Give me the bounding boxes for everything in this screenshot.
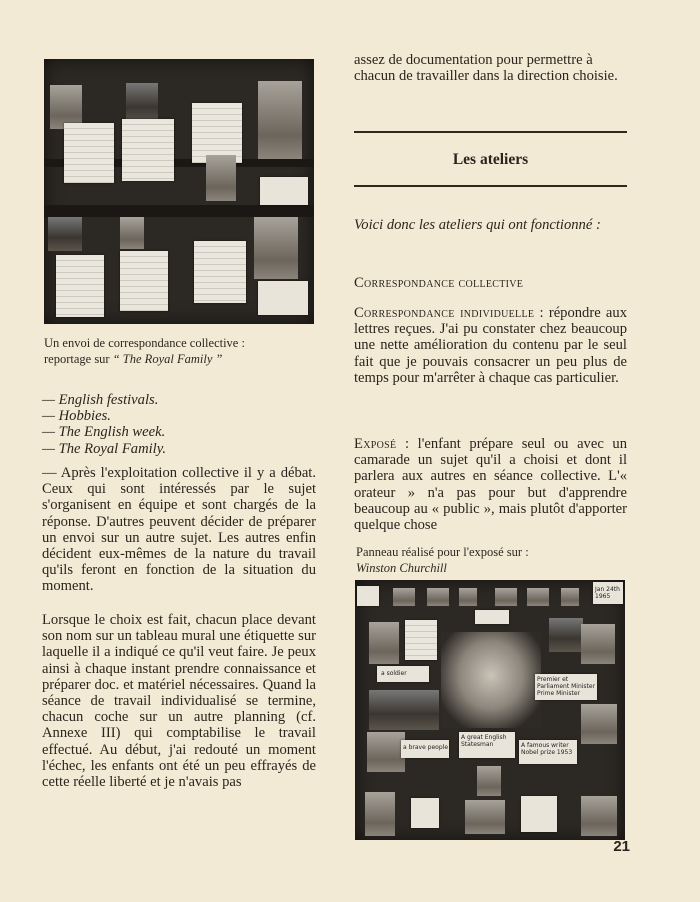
paragraph-text: Voici donc les ateliers qui ont fonctionné :: [354, 217, 601, 233]
section-heading: Les ateliers: [452, 151, 529, 168]
list-item: — The Royal Family.: [42, 440, 167, 457]
left-caption-title: “ The Royal Family ”: [112, 352, 223, 366]
right-caption-line1: Panneau réalisé pour l'exposé sur :: [356, 545, 529, 559]
great-english-label: A great English Statesman: [461, 734, 507, 748]
famous-writer-label: A famous writer Nobel prize 1953: [521, 742, 573, 756]
paragraph-text: assez de documentation pour permettre à chacun de travailler dans la direction choisie.: [354, 52, 618, 85]
churchill-panel-photo: [355, 580, 625, 840]
right-caption-line2: Winston Churchill: [356, 561, 447, 575]
expose-text: : l'enfant prépare seul ou avec un camarade un sujet qu'il a choisi et dont il parlera aux autres en séance collective. L'« orateur » n'a pas pour but d'apprendre beaucoup au « public », mais plutôt d'apporter quelque chose: [354, 436, 627, 534]
topic-list: [42, 392, 316, 457]
paragraph-text: [354, 305, 627, 386]
paragraph-text: Lorsque le choix est fait, chacun place devant son nom sur un tableau mural une étiquette sur laquelle il a indiqué ce qu'il veut faire. Je peux ainsi à chaque instant prendre connaissance et préparer doc. et matériel nécessaires. Quand la séance de travail individualisé se termine, chacun coche sur un autre planning (cf. Annexe III) qui comptabilise le travail effectué. Au début, j'ai redouté un moment l'échec, les enfants ont été un peu effrayés de cette réelle liberté et je n'avais pas: [42, 612, 316, 791]
list-item: — The English week.: [42, 424, 166, 441]
brave-label: a brave people: [403, 744, 449, 751]
soldier-label: a soldier: [381, 670, 407, 677]
list-item: — Hobbies.: [42, 408, 111, 425]
right-photo-caption: [356, 544, 626, 576]
left-caption-line2: [44, 351, 318, 367]
corr-indiv-label: Correspondance individuelle: [354, 305, 535, 321]
right-top-paragraph: [354, 52, 627, 84]
correspondance-collective: Correspondance collective: [354, 275, 524, 291]
page-number: 21: [613, 838, 630, 855]
list-item: — English festivals.: [42, 392, 159, 408]
paragraph-text: [354, 436, 627, 533]
expose-paragraph: [354, 436, 627, 533]
corr-indiv-text: : répondre aux lettres reçues. J'ai pu constater chez beaucoup une nette amélioration du contenu par le seul fait que je pouvais consacrer un peu plus de temps pour m'arrêter à chaque cas particulier.: [354, 305, 627, 386]
date-label: Jan 24th 1965: [595, 586, 620, 600]
heading-rule-bottom: [354, 185, 627, 187]
left-paragraph-2: [42, 612, 316, 790]
correspondance-individuelle-paragraph: [354, 305, 627, 386]
royal-family-photo: [44, 59, 314, 324]
expose-label: Exposé: [354, 436, 397, 452]
heading-rule-top: [354, 131, 627, 133]
paragraph-text: — Après l'exploitation collective il y a débat. Ceux qui sont intéressés par le sujet s'organisent en équipe et sont chargés de la réponse. D'autres peuvent décider de préparer un envoi sur un autre sujet. Les autres enfin décident eux-mêmes de la nature du travail qu'ils feront en fonction de la situation du moment.: [42, 465, 316, 595]
left-caption-prefix: reportage sur: [44, 352, 113, 366]
ateliers-intro: [354, 217, 627, 233]
left-caption-line1: Un envoi de correspondance collective :: [44, 336, 245, 350]
left-paragraph-1: [42, 465, 316, 595]
minister-label: Premier et Parliament Minister Prime Minister: [537, 676, 596, 697]
left-photo-caption: [44, 335, 318, 367]
